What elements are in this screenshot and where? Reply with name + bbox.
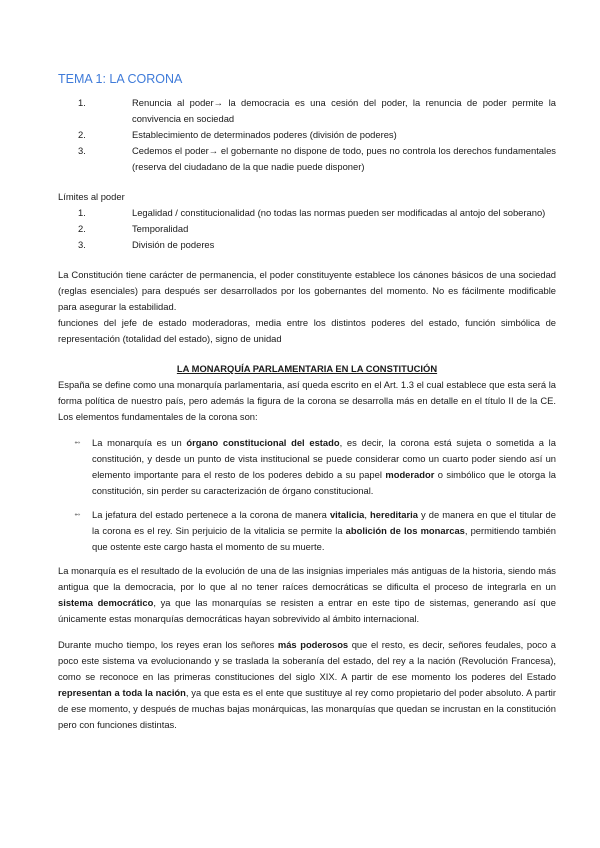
section-heading: LA MONARQUÍA PARLAMENTARIA EN LA CONSTITUCIÓN bbox=[176, 363, 438, 374]
text-segment: o simbólico que le otorga la constitución, sin perder su caracterización de órgano constitucional. bbox=[92, 469, 556, 496]
bold-text: más poderosos bbox=[277, 639, 349, 650]
paragraph-funciones: funciones del jefe de estado moderadoras, media entre los distintos poderes del estado, función simbólica de representación (totalidad del estado), signo de unidad bbox=[58, 317, 556, 344]
list-item bbox=[58, 221, 556, 237]
arrow-bullet-icon: ➻ bbox=[74, 438, 81, 447]
bullet-text bbox=[92, 437, 556, 496]
list-item bbox=[58, 95, 556, 127]
paragraph-evolucion bbox=[58, 563, 556, 627]
document-page bbox=[58, 70, 556, 733]
intro-list bbox=[58, 95, 556, 175]
arrow-bullet-icon: ➻ bbox=[74, 510, 81, 519]
bullet-text bbox=[92, 509, 556, 552]
bold-text: abolición de los monarcas bbox=[345, 525, 465, 536]
limits-list bbox=[58, 205, 556, 253]
bold-text: vitalicia bbox=[329, 509, 365, 520]
text-segment: que el resto, es decir, señores feudales, poco a poco este sistema va evolucionando y se traslada la soberanía del estado, del rey a la nación (Revolución Francesa), como se reconoce en las primeras constituciones del siglo XIX. A partir de ese momento los poderes del Estado bbox=[58, 639, 556, 682]
bold-text: hereditaria bbox=[370, 509, 418, 520]
list-item bbox=[58, 237, 556, 253]
text-segment: , ya que esta es el ente que sustituye al rey como propietario del poder absoluto. A partir de ese momento, y después de muchas bajas monárquicas, las monarquías que quedan se incrustan en la constitución pero con funciones distintas. bbox=[58, 687, 557, 730]
text-segment: , permitiendo también que ostente este cargo hasta el momento de su muerte. bbox=[92, 525, 556, 552]
list-number: 2. bbox=[78, 223, 86, 234]
text-segment: La monarquía es el resultado de la evolución de una de las insignias imperiales más antiguas de la historia, siendo más antigua que la democracia, por lo que al no tener raíces democráticas se dificulta el proceso de integrarla en un bbox=[58, 565, 556, 592]
list-item bbox=[58, 127, 556, 143]
text-segment: , es decir, la corona está sujeta o sometida a la constitución, y desde un punto de vista institucional se puede considerar como un cuarto poder siendo así un elemento importante para el resto de los poderes debido a su papel bbox=[92, 437, 556, 480]
paragraph-constitucion: La Constitución tiene carácter de permanencia, el poder constituyente establece los cánones básicos de una sociedad (reglas esenciales) para después ser desarrollados por los gobernantes del momento. No es fácilmente modificable para asegurar la estabilidad. bbox=[58, 269, 556, 312]
list-item bbox=[58, 205, 556, 221]
bullet-item bbox=[58, 435, 556, 499]
text-segment: , ya que las monarquías se resisten a entrar en este tipo de sistemas, generando así que únicamente estas monarquías democráticas hayan sobrevivido al ámbito internacional. bbox=[58, 597, 556, 624]
list-number: 1. bbox=[78, 97, 86, 108]
list-item bbox=[58, 143, 556, 175]
bold-text: moderador bbox=[385, 469, 435, 480]
bold-text: representan a toda la nación bbox=[58, 687, 186, 698]
limits-label: Límites al poder bbox=[58, 191, 125, 202]
list-text: Renuncia al poder→ la democracia es una cesión del poder, la renuncia de poder permite la convivencia en sociedad bbox=[132, 97, 556, 124]
text-segment: y de manera en que el titular de la corona es el rey. Sin perjuicio de la vitalicia se permite la bbox=[92, 509, 556, 536]
list-text: Establecimiento de determinados poderes (división de poderes) bbox=[132, 129, 397, 140]
text-segment: Durante mucho tiempo, los reyes eran los señores bbox=[58, 639, 278, 650]
list-text: Temporalidad bbox=[132, 223, 189, 234]
bold-text: órgano constitucional del estado bbox=[186, 437, 340, 448]
list-number: 3. bbox=[78, 145, 86, 156]
text-segment: , bbox=[364, 509, 371, 520]
paragraph-espana: España se define como una monarquía parlamentaria, así queda escrito en el Art. 1.3 el cual establece que esta será la forma política de nuestro país, pero además la figura de la corona se desarrolla más en detalle en el título II de la CE. Los elementos fundamentales de la corona son: bbox=[58, 379, 556, 422]
list-text: División de poderes bbox=[132, 239, 215, 250]
list-number: 1. bbox=[78, 207, 86, 218]
text-segment: La jefatura del estado pertenece a la corona de manera bbox=[92, 509, 330, 520]
text-segment: La monarquía es un bbox=[92, 437, 187, 448]
document-title: TEMA 1: LA CORONA bbox=[58, 72, 183, 86]
list-text: Cedemos el poder→ el gobernante no dispone de todo, pues no controla los derechos fundamentales (reserva del ciudadano de la que nadie puede disponer) bbox=[132, 145, 556, 172]
paragraph-reyes bbox=[58, 637, 556, 733]
bullet-item bbox=[58, 507, 556, 555]
bold-text: sistema democrático bbox=[58, 597, 154, 608]
elements-list bbox=[58, 435, 556, 555]
list-number: 3. bbox=[78, 239, 86, 250]
list-text: Legalidad / constitucionalidad (no todas las normas pueden ser modificadas al antojo del soberano) bbox=[132, 207, 546, 218]
list-number: 2. bbox=[78, 129, 86, 140]
